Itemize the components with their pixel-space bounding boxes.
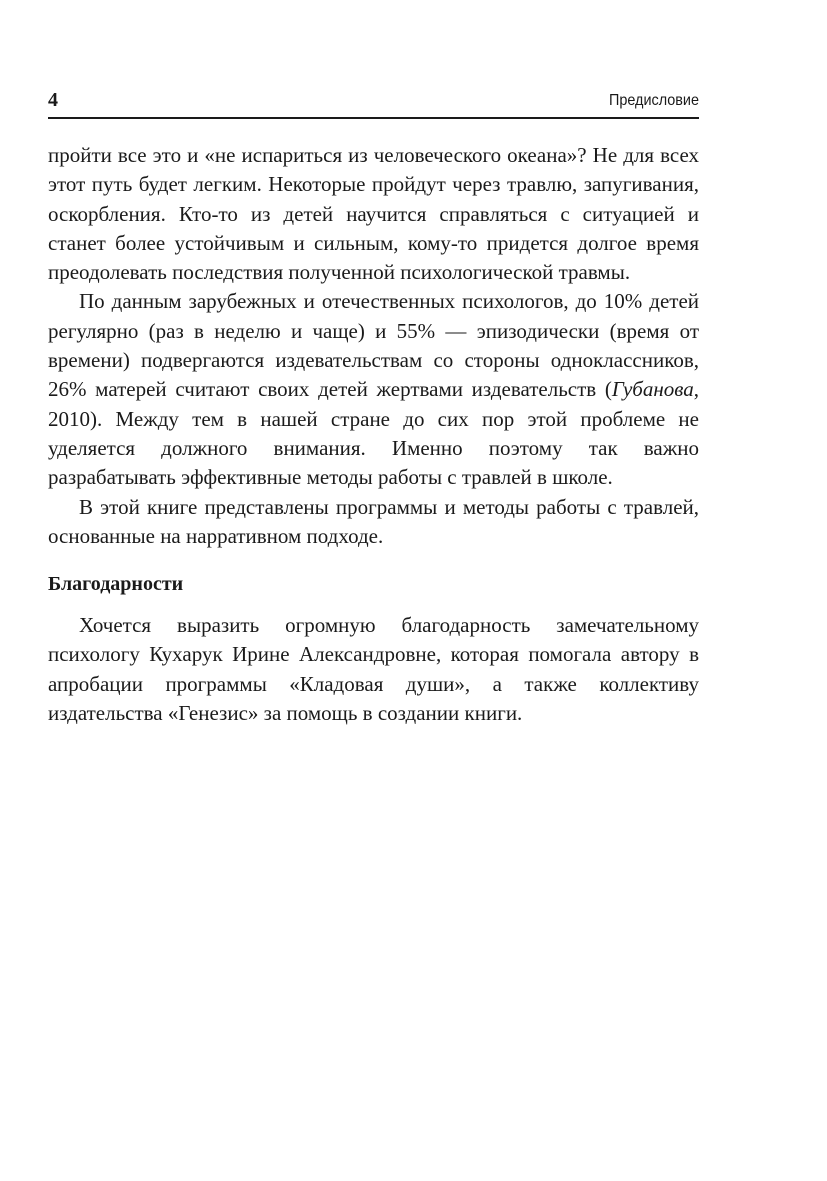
page-number: 4 xyxy=(48,89,58,111)
paragraph-text: По данным зарубежных и отечественных психологов, до 10% детей регулярно (раз в неделю и чаще) и 55% — эпизодически (время от времени) подвергаются издевательствам со стороны одноклассников, 26% матерей считают своих детей жертвами издевательств ( xyxy=(48,289,699,402)
paragraph-continued: пройти все это и «не испариться из человеческого океана»? Не для всех этот путь будет легким. Некоторые пройдут через травлю, запугивания, оскорбления. Кто-то из детей научится справляться с ситуацией и станет более устойчивым и сильным, кому-то придется долгое время преодолевать последствия полученной психологической травмы. xyxy=(48,143,699,285)
paragraph-text: , 2010). Между тем в нашей стране до сих пор этой проблеме не уделяется должного внимания. Именно поэтому так важно разрабатывать эффективные методы работы с травлей в школе. xyxy=(48,377,699,490)
paragraph-book-scope: В этой книге представлены программы и методы работы с травлей, основанные на нарративном подходе. xyxy=(48,494,699,548)
page-header xyxy=(48,88,699,116)
section-heading: Благодарности xyxy=(48,573,184,596)
paragraph-statistics xyxy=(48,287,699,492)
running-title: Предисловие xyxy=(609,92,699,109)
paragraph-acknowledgements: Хочется выразить огромную благодарность замечательному психологу Кухарук Ирине Александровне, которая помогала автору в апробации программы «Кладовая души», а также коллективу издательства «Генезис» за помощь в создании книги. xyxy=(48,613,699,726)
header-rule xyxy=(48,117,699,119)
citation-author: Губанова xyxy=(611,377,694,402)
page-body xyxy=(48,141,699,728)
